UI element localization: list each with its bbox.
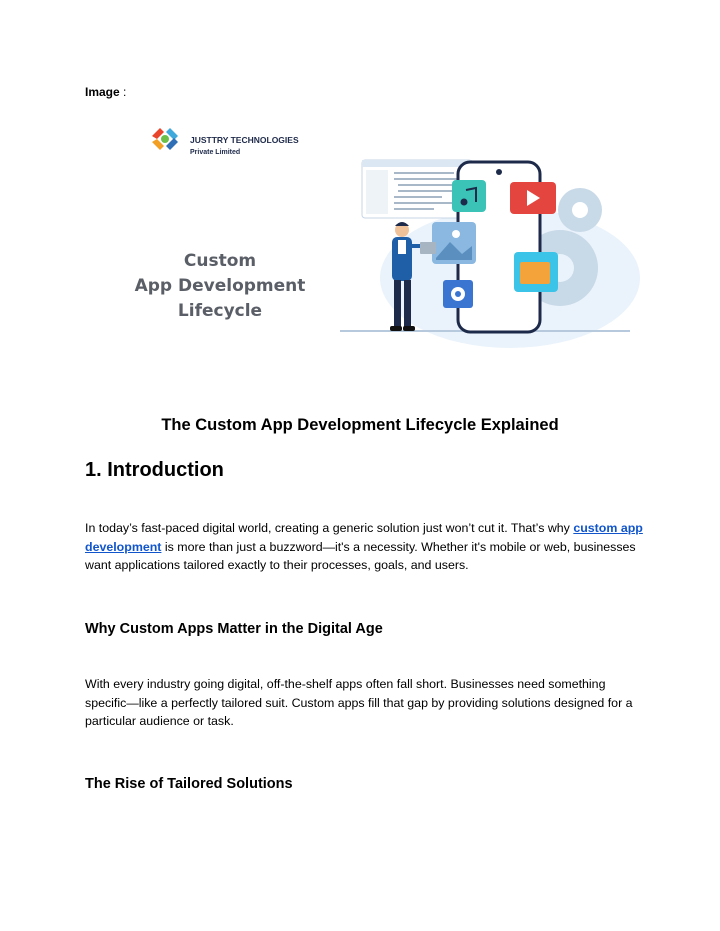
intro-text-after: is more than just a buzzword—it's a necessity. Whether it's mobile or web, businesses want applications tailored exactly to their processes, goals, and users. xyxy=(85,539,636,572)
folder-icon xyxy=(514,252,558,292)
video-play-icon xyxy=(510,182,556,214)
company-sub: Private Limited xyxy=(190,149,241,156)
hero-title-line2: App Development xyxy=(134,276,306,296)
music-app-icon xyxy=(452,180,486,212)
intro-paragraph xyxy=(85,519,645,575)
why-paragraph: With every industry going digital, off-the-shelf apps often fall short. Businesses need something specific—like a perfectly tailored suit. Custom apps fill that gap by providing solutions designed for a particular audience or task. xyxy=(85,677,633,728)
company-name: JUSTTRY TECHNOLOGIES xyxy=(190,135,299,145)
company-logo-icon xyxy=(152,128,178,150)
image-gallery-icon xyxy=(432,222,476,264)
article-title: The Custom App Development Lifecycle Explained xyxy=(161,416,559,434)
why-heading: Why Custom Apps Matter in the Digital Age xyxy=(85,621,383,637)
image-label-bold: Image xyxy=(85,85,120,99)
gear-small-icon xyxy=(558,188,602,232)
hero-illustration xyxy=(130,118,640,348)
image-label xyxy=(85,85,126,99)
intro-text-before: In today’s fast-paced digital world, creating a generic solution just won’t cut it. That’s why xyxy=(85,521,574,535)
custom-app-development-link[interactable]: custom app development xyxy=(85,521,643,554)
hero-title-line3: Lifecycle xyxy=(177,301,263,321)
settings-gear-icon xyxy=(443,280,473,308)
hero-title-line1: Custom xyxy=(183,251,257,271)
image-label-colon: : xyxy=(119,85,127,99)
rise-heading: The Rise of Tailored Solutions xyxy=(85,776,293,792)
intro-heading: 1. Introduction xyxy=(85,459,224,481)
